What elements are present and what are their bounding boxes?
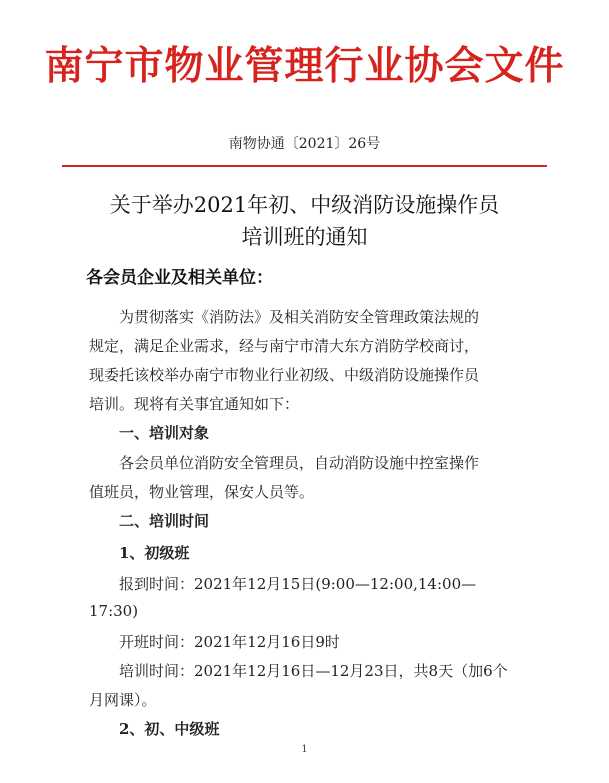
subsection-heading-beginner: 1、初级班 — [119, 544, 190, 562]
targets-line-2: 值班员，物业管理，保安人员等。 — [89, 483, 315, 501]
intro-line-2: 规定，满足企业需求，经与南宁市清大东方消防学校商讨， — [89, 337, 480, 355]
section-heading-schedule: 二、培训时间 — [119, 512, 210, 530]
training-time-line-1: 培训时间：2021年12月16日—12月23日，共8天（加6个 — [119, 662, 508, 680]
start-time: 开班时间：2021年12月16日9时 — [119, 633, 340, 651]
org-masthead: 南宁市物业管理行业协会文件 — [44, 43, 565, 89]
intro-line-4: 培训。现将有关事宜通知如下： — [89, 395, 300, 413]
page-number: 1 — [301, 744, 308, 755]
title-line-1: 关于举办2021年初、中级消防设施操作员 — [109, 193, 500, 217]
document-number: 南物协通〔2021〕26号 — [228, 136, 381, 152]
register-time-line-1: 报到时间：2021年12月15日(9:00—12:00,14:00— — [119, 575, 477, 593]
title-line-2: 培训班的通知 — [241, 225, 368, 249]
training-time-line-2: 月网课）。 — [89, 691, 157, 709]
intro-line-3: 现委托该校举办南宁市物业行业初级、中级消防设施操作员 — [89, 366, 480, 384]
register-time-line-2: 17:30) — [89, 602, 139, 620]
addressee: 各会员企业及相关单位： — [86, 268, 273, 288]
subsection-heading-intermediate: 2、初、中级班 — [119, 720, 220, 738]
intro-line-1: 为贯彻落实《消防法》及相关消防安全管理政策法规的 — [119, 308, 480, 326]
targets-line-1: 各会员单位消防安全管理员，自动消防设施中控室操作 — [119, 454, 480, 472]
red-divider-line — [62, 165, 547, 167]
section-heading-targets: 一、培训对象 — [119, 424, 210, 442]
notice-title — [0, 189, 609, 253]
